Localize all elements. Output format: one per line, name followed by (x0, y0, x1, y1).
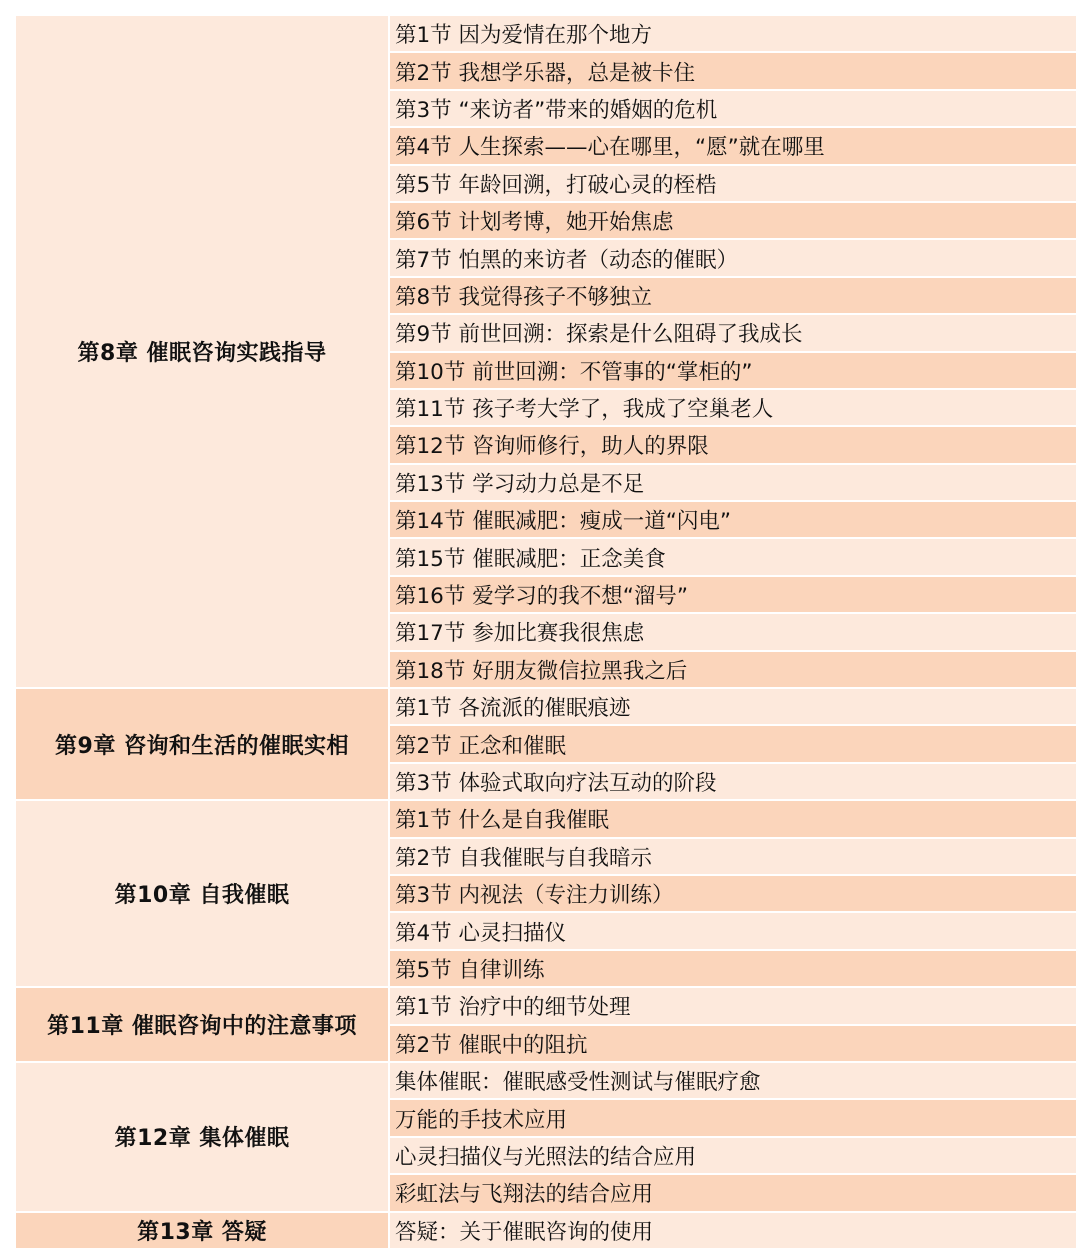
section-title: 第2节 催眠中的阻抗 (389, 1025, 1077, 1062)
section-title: 第15节 催眠减肥：正念美食 (389, 538, 1077, 575)
section-title: 第10节 前世回溯：不管事的“掌柜的” (389, 352, 1077, 389)
section-title: 第7节 怕黑的来访者（动态的催眠） (389, 239, 1077, 276)
section-title: 第12节 咨询师修行，助人的界限 (389, 426, 1077, 463)
section-title: 第3节 内视法（专注力训练） (389, 875, 1077, 912)
chapter-title: 第12章 集体催眠 (15, 1062, 389, 1212)
section-title: 彩虹法与飞翔法的结合应用 (389, 1174, 1077, 1211)
table-row (15, 15, 1077, 52)
section-title: 第4节 心灵扫描仪 (389, 912, 1077, 949)
section-title: 第3节 “来访者”带来的婚姻的危机 (389, 90, 1077, 127)
section-title: 第3节 体验式取向疗法互动的阶段 (389, 763, 1077, 800)
section-title: 第1节 治疗中的细节处理 (389, 987, 1077, 1024)
section-title: 第2节 自我催眠与自我暗示 (389, 838, 1077, 875)
table-row (15, 800, 1077, 837)
section-title: 第2节 正念和催眠 (389, 725, 1077, 762)
table-row (15, 688, 1077, 725)
table-row (15, 1062, 1077, 1099)
section-title: 第11节 孩子考大学了，我成了空巢老人 (389, 389, 1077, 426)
chapter-title: 第13章 答疑 (15, 1212, 389, 1249)
section-title: 第2节 我想学乐器，总是被卡住 (389, 52, 1077, 89)
section-title: 第13节 学习动力总是不足 (389, 464, 1077, 501)
section-title: 第1节 什么是自我催眠 (389, 800, 1077, 837)
section-title: 答疑：关于催眠咨询的使用 (389, 1212, 1077, 1249)
section-title: 第8节 我觉得孩子不够独立 (389, 277, 1077, 314)
section-title: 第4节 人生探索——心在哪里，“愿”就在哪里 (389, 127, 1077, 164)
section-title: 第17节 参加比赛我很焦虑 (389, 613, 1077, 650)
table-row (15, 1212, 1077, 1249)
section-title: 心灵扫描仪与光照法的结合应用 (389, 1137, 1077, 1174)
section-title: 第16节 爱学习的我不想“溜号” (389, 576, 1077, 613)
chapter-title: 第10章 自我催眠 (15, 800, 389, 987)
section-title: 第14节 催眠减肥：瘦成一道“闪电” (389, 501, 1077, 538)
toc-body (15, 15, 1077, 1249)
section-title: 第1节 因为爱情在那个地方 (389, 15, 1077, 52)
section-title: 第5节 自律训练 (389, 950, 1077, 987)
section-title: 第1节 各流派的催眠痕迹 (389, 688, 1077, 725)
section-title: 第5节 年龄回溯，打破心灵的桎梏 (389, 165, 1077, 202)
section-title: 第18节 好朋友微信拉黑我之后 (389, 651, 1077, 688)
chapter-title: 第9章 咨询和生活的催眠实相 (15, 688, 389, 800)
section-title: 第6节 计划考博，她开始焦虑 (389, 202, 1077, 239)
section-title: 万能的手技术应用 (389, 1099, 1077, 1136)
table-of-contents (14, 14, 1078, 1250)
chapter-title: 第11章 催眠咨询中的注意事项 (15, 987, 389, 1062)
chapter-title: 第8章 催眠咨询实践指导 (15, 15, 389, 688)
section-title: 集体催眠：催眠感受性测试与催眠疗愈 (389, 1062, 1077, 1099)
table-row (15, 987, 1077, 1024)
section-title: 第9节 前世回溯：探索是什么阻碍了我成长 (389, 314, 1077, 351)
